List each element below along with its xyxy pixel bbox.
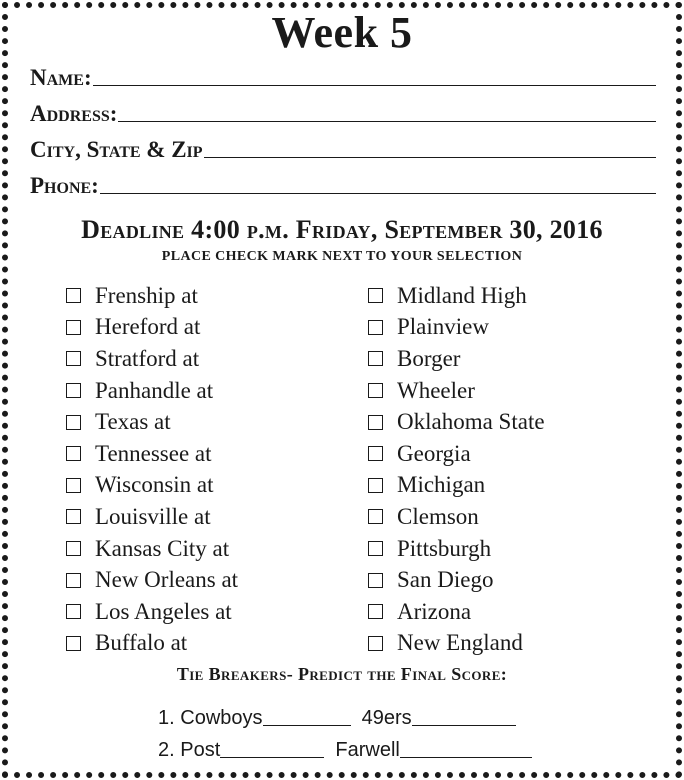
pick-away-10[interactable] [66,596,238,628]
49ers-score-blank[interactable] [412,721,516,726]
tiebreaker-number: 1. [158,707,175,729]
address-field[interactable] [30,98,656,126]
pick-away-6[interactable] [66,470,238,502]
checkbox[interactable] [368,446,383,461]
pick-away-2[interactable] [66,343,238,375]
pick-away-8[interactable] [66,533,238,565]
team-label: San Diego [397,567,494,593]
team-label: Hereford at [95,314,201,340]
tiebreaker-number: 2. [158,739,175,761]
pick-away-3[interactable] [66,375,238,407]
name-label: Name: [30,65,92,90]
pick-home-0[interactable] [368,280,545,312]
team-label: Pittsburgh [397,535,492,561]
checkbox[interactable] [368,383,383,398]
pick-home-3[interactable] [368,375,545,407]
checkbox[interactable] [368,478,383,493]
pick-away-1[interactable] [66,312,238,344]
name-input-line[interactable] [93,85,656,86]
team-label: Louisville at [95,503,211,529]
pick-home-11[interactable] [368,628,545,660]
team-label: Texas at [95,409,171,435]
home-teams-column [368,280,545,659]
checkbox[interactable] [66,541,81,556]
team-label: Clemson [397,503,479,529]
pick-home-10[interactable] [368,596,545,628]
pick-away-4[interactable] [66,406,238,438]
checkbox[interactable] [66,509,81,524]
checkbox[interactable] [66,478,81,493]
team-label: New England [397,630,523,656]
checkbox[interactable] [66,351,81,366]
instruction-text: PLACE CHECK MARK NEXT TO YOUR SELECTION [161,249,523,264]
pick-home-9[interactable] [368,564,545,596]
team-label: Georgia [397,440,471,466]
tiebreaker-team2: 49ers [361,707,412,729]
checkbox[interactable] [368,415,383,430]
tiebreaker-team2: Farwell [335,739,400,761]
pick-away-0[interactable] [66,280,238,312]
pick-home-7[interactable] [368,501,545,533]
team-label: Los Angeles at [95,598,232,624]
team-label: Midland High [397,282,527,308]
checkbox[interactable] [368,573,383,588]
checkbox[interactable] [66,573,81,588]
page-title: Week 5 [271,8,413,57]
checkbox[interactable] [368,636,383,651]
tiebreaker-team1: Post [180,739,221,761]
checkbox[interactable] [368,351,383,366]
city-state-zip-input-line[interactable] [204,157,656,158]
away-teams-column [66,280,238,659]
pick-away-9[interactable] [66,564,238,596]
tiebreaker-heading: Tie Breakers- Predict the Final Score: [176,664,508,684]
team-label: Tennessee at [95,440,212,466]
city-state-zip-label: City, State & Zip [30,137,203,162]
checkbox[interactable] [66,415,81,430]
pick-home-1[interactable] [368,312,545,344]
name-field[interactable] [30,62,656,90]
pick-home-5[interactable] [368,438,545,470]
checkbox[interactable] [368,509,383,524]
checkbox[interactable] [368,604,383,619]
team-label: Panhandle at [95,377,214,403]
team-label: Michigan [397,472,486,498]
team-label: Plainview [397,314,489,340]
tiebreaker-line-2 [158,734,532,762]
address-input-line[interactable] [118,121,656,122]
team-label: Oklahoma State [397,409,545,435]
team-label: Arizona [397,598,472,624]
team-label: Buffalo at [95,630,188,656]
checkbox[interactable] [368,541,383,556]
team-label: Borger [397,345,461,371]
deadline-heading: Deadline 4:00 p.m. Friday, September 30, 2016 [81,215,603,244]
checkbox[interactable] [66,320,81,335]
pick-away-7[interactable] [66,501,238,533]
tiebreaker-team1: Cowboys [180,707,263,729]
team-label: Wheeler [397,377,475,403]
farwell-score-blank[interactable] [400,753,532,758]
pick-away-5[interactable] [66,438,238,470]
address-label: Address: [30,101,118,126]
pick-home-2[interactable] [368,343,545,375]
city-state-zip-field[interactable] [30,134,656,162]
phone-field[interactable] [30,170,656,198]
tiebreaker-line-1 [158,702,516,730]
post-score-blank[interactable] [220,753,324,758]
checkbox[interactable] [66,383,81,398]
phone-label: Phone: [30,173,99,198]
team-label: Wisconsin at [95,472,214,498]
pick-away-11[interactable] [66,628,238,660]
checkbox[interactable] [368,320,383,335]
checkbox[interactable] [368,288,383,303]
pick-home-4[interactable] [368,406,545,438]
team-label: New Orleans at [95,567,239,593]
cowboys-score-blank[interactable] [263,721,351,726]
checkbox[interactable] [66,446,81,461]
team-label: Stratford at [95,345,200,371]
phone-input-line[interactable] [100,193,656,194]
pick-home-8[interactable] [368,533,545,565]
team-label: Kansas City at [95,535,230,561]
checkbox[interactable] [66,604,81,619]
checkbox[interactable] [66,636,81,651]
pick-home-6[interactable] [368,470,545,502]
team-label: Frenship at [95,282,198,308]
checkbox[interactable] [66,288,81,303]
